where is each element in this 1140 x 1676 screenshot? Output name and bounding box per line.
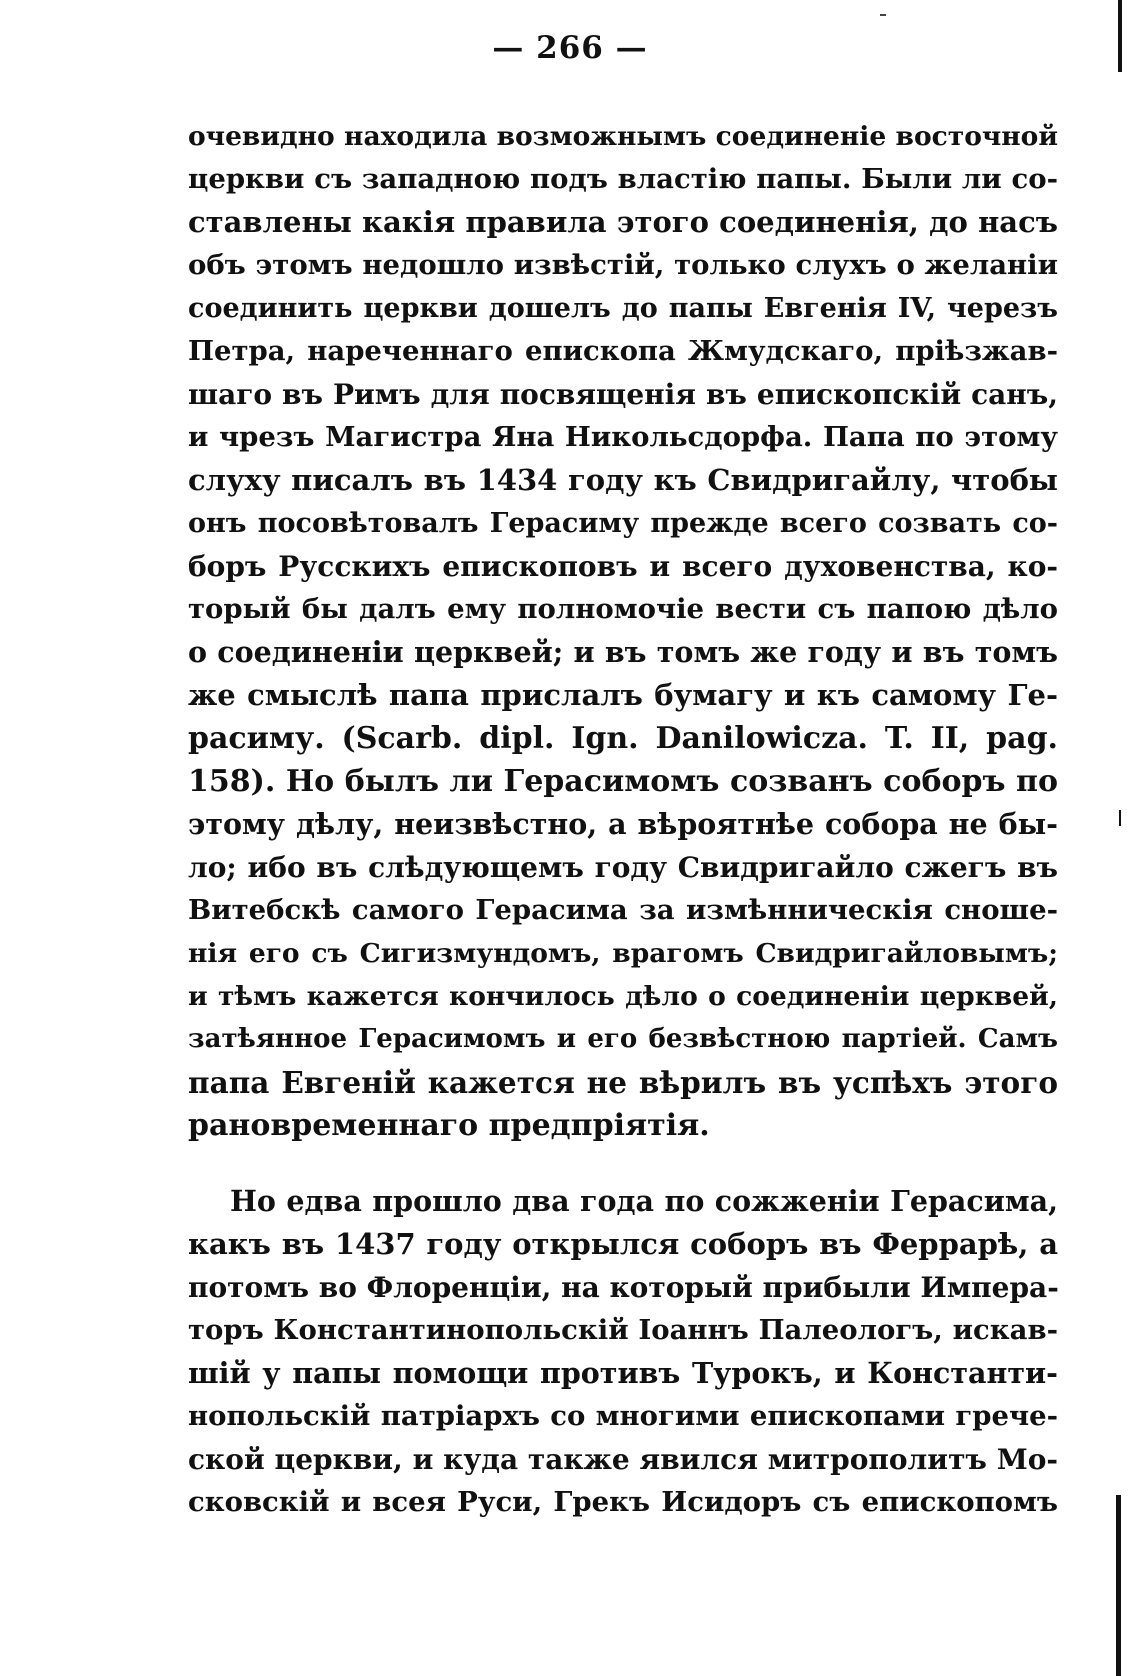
- text-line: и тѣмъ кажется кончилось дѣло о соединеніи церквей,: [188, 981, 1058, 1012]
- text-line: торый бы далъ ему полномочіе вести съ папою дѣло: [188, 593, 1058, 625]
- text-line: какъ въ 1437 году открылся соборъ въ Феррарѣ, а: [188, 1227, 1058, 1261]
- text-line: потомъ во Флоренціи, на который прибыли Импера-: [188, 1271, 1059, 1304]
- text-line: затѣянное Герасимомъ и его безвѣстною партіей. Самъ: [188, 1024, 1058, 1054]
- text-line: нія его съ Сигизмундомъ, врагомъ Свидригайловымъ;: [188, 938, 1058, 969]
- text-line: о соединеніи церквей; и въ томъ же году и въ томъ: [188, 635, 1058, 669]
- text-line: ло; ибо въ слѣдующемъ году Свидригайло сжегъ въ: [188, 851, 1058, 884]
- text-line: Петра, нареченнаго епископа Жмудскаго, пріѣзжав-: [188, 335, 1058, 367]
- text-line: и чрезъ Магистра Яна Никольсдорфа. Папа по этому: [188, 421, 1058, 453]
- text-line: соединить церкви дошелъ до папы Евгенія IV, черезъ: [188, 293, 1058, 324]
- scan-edge-mark-middle: [1119, 810, 1121, 826]
- text-line: церкви съ западною подъ властію папы. Были ли со-: [188, 163, 1058, 195]
- text-line: онъ посовѣтовалъ Герасиму прежде всего созвать со-: [188, 508, 1058, 539]
- text-line: сковскій и всея Руси, Грекъ Исидоръ съ епископомъ: [188, 1486, 1058, 1518]
- text-line: шаго въ Римъ для посвященія въ епископскій санъ,: [188, 378, 1058, 411]
- text-line: боръ Русскихъ епископовъ и всего духовенства, ко-: [188, 550, 1058, 583]
- scan-speck: [880, 14, 886, 16]
- page-number: — 266 —: [492, 30, 648, 66]
- text-line: торъ Константинопольскій Іоаннъ Палеологъ, искав-: [188, 1314, 1058, 1346]
- text-line: Но едва прошло два года по сожженіи Герасима,: [230, 1184, 1058, 1218]
- scan-edge-mark-bottom: [1116, 1495, 1121, 1676]
- text-line: объ этомъ недошло извѣстій, только слухъ о желаніи: [188, 249, 1058, 281]
- text-line: 158). Но былъ ли Герасимомъ созванъ соборъ по: [188, 764, 1058, 799]
- text-line: папа Евгеній кажется не вѣрилъ въ успѣхъ этого: [188, 1065, 1058, 1100]
- text-line: нопольскій патріархъ со многими епископами грече-: [188, 1400, 1058, 1432]
- text-line: расиму. (Scarb. dipl. Ign. Danilowicza. T. II, pag.: [188, 721, 1058, 756]
- paragraph-1: [188, 115, 1058, 1147]
- text-line: ставлены какія правила этого соединенія, до насъ: [188, 205, 1058, 239]
- text-line: ской церкви, и куда также явился митрополитъ Мо-: [188, 1443, 1058, 1476]
- paragraph-2: [188, 1180, 1058, 1524]
- text-line: шій у папы помощи противъ Турокъ, и Константи-: [188, 1356, 1058, 1390]
- text-line: очевидно находила возможнымъ соединеніе восточной: [188, 121, 1058, 152]
- text-line: слуху писалъ въ 1434 году къ Свидригайлу, чтобы: [188, 463, 1058, 497]
- text-line: рановременнаго предпріятія.: [188, 1108, 710, 1143]
- text-line: же смыслѣ папа прислалъ бумагу и къ самому Ге-: [188, 678, 1058, 712]
- text-line: этому дѣлу, неизвѣстно, а вѣроятнѣе собора не бы-: [188, 807, 1058, 841]
- text-line: Витебскѣ самого Герасима за измѣнническія сноше-: [188, 894, 1058, 926]
